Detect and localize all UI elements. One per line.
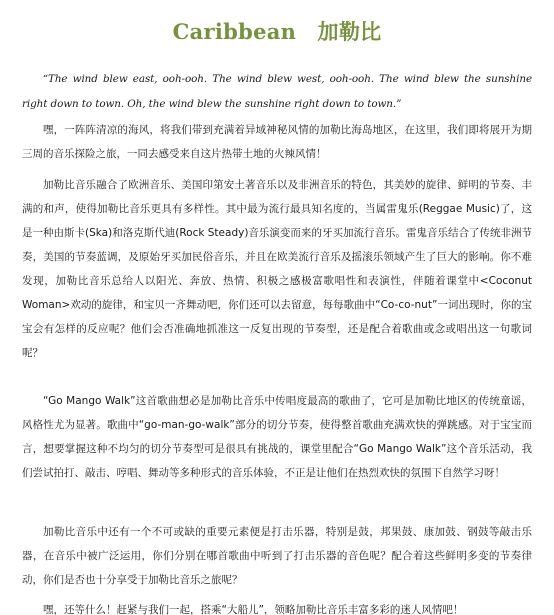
lyric-quote: “The wind blew east, ooh-ooh. The wind blew west, ooh-ooh. The wind blew the sunshine right down to town. Oh, the wind blew the sunshine right down to town.” xyxy=(22,73,532,110)
paragraph-go-mango-walk: “Go Mango Walk”这首歌曲想必是加勒比音乐中传唱度最高的歌曲了，它可是加勒比地区的传统童谣，风格性尤为显著。歌曲中“go-man-go-walk”部分的切分节奏，使得整首歌曲充满欢快的弹跳感。对于宝宝而言，想要掌握这种不均匀的切分节奏型可是很具有挑战的，课堂里配合“Go Mango Walk”这个音乐活动，我们尝试拍打、敲击、哼唱、舞动等多种形式的音乐体验，不正是让他们在热烈欢快的氛围下自然学习呀！ xyxy=(22,395,532,479)
paragraph-closing: 嘿，还等什么！赶紧与我们一起，搭乘“大船儿”，领略加勒比音乐丰富多彩的迷人风情吧！ xyxy=(43,604,464,615)
paragraph-intro: 嘿，一阵阵清凉的海风，将我们带到充满着异域神秘风情的加勒比海岛地区，在这里，我们即将展开为期三周的音乐探险之旅，一同去感受来自这片热带土地的火辣风情！ xyxy=(22,124,532,160)
page-title: Caribbean 加勒比 xyxy=(172,19,382,44)
paragraph-caribbean-music: 加勒比音乐融合了欧洲音乐、美国印第安土著音乐以及非洲音乐的特色，其美妙的旋律、鲜明的节奏、丰满的和声，使得加勒比音乐更具有多样性。其中最为流行最具知名度的，当属雷鬼乐(Reggae Music)了，这是一种由斯卡(Ska)和洛克斯代迪(Rock Steady)音乐演变而来的牙买加流行音乐。雷鬼音乐结合了传统非洲节奏，美国的节奏蓝调，及原始牙买加民俗音乐，并且在欧美流行音乐及摇滚乐领域产生了巨大的影响。你不难发现，加勒比音乐总给人以阳光、奔放、热情、积极之感极富歌唱性和表演性，伴随着课堂中<Coconut Woman>欢动的旋律，和宝贝一齐舞动吧，你们还可以去留意，每每歌曲中“Co-co-nut”一词出现时，你的宝宝会有怎样的反应呢？他们会否准确地抓准这一反复出现的节奏型，还是配合着歌曲或念或唱出这一句歌词呢？ xyxy=(22,179,532,359)
paragraph-percussion: 加勒比音乐中还有一个不可或缺的重要元素便是打击乐器，特别是鼓，邦果鼓、康加鼓、钢鼓等敲击乐器，在音乐中被广泛运用，你们分别在哪首歌曲中听到了打击乐器的音色呢？配合着这些鲜明多变的节奏律动，你们是否也十分享受于加勒比音乐之旅呢？ xyxy=(22,526,532,586)
